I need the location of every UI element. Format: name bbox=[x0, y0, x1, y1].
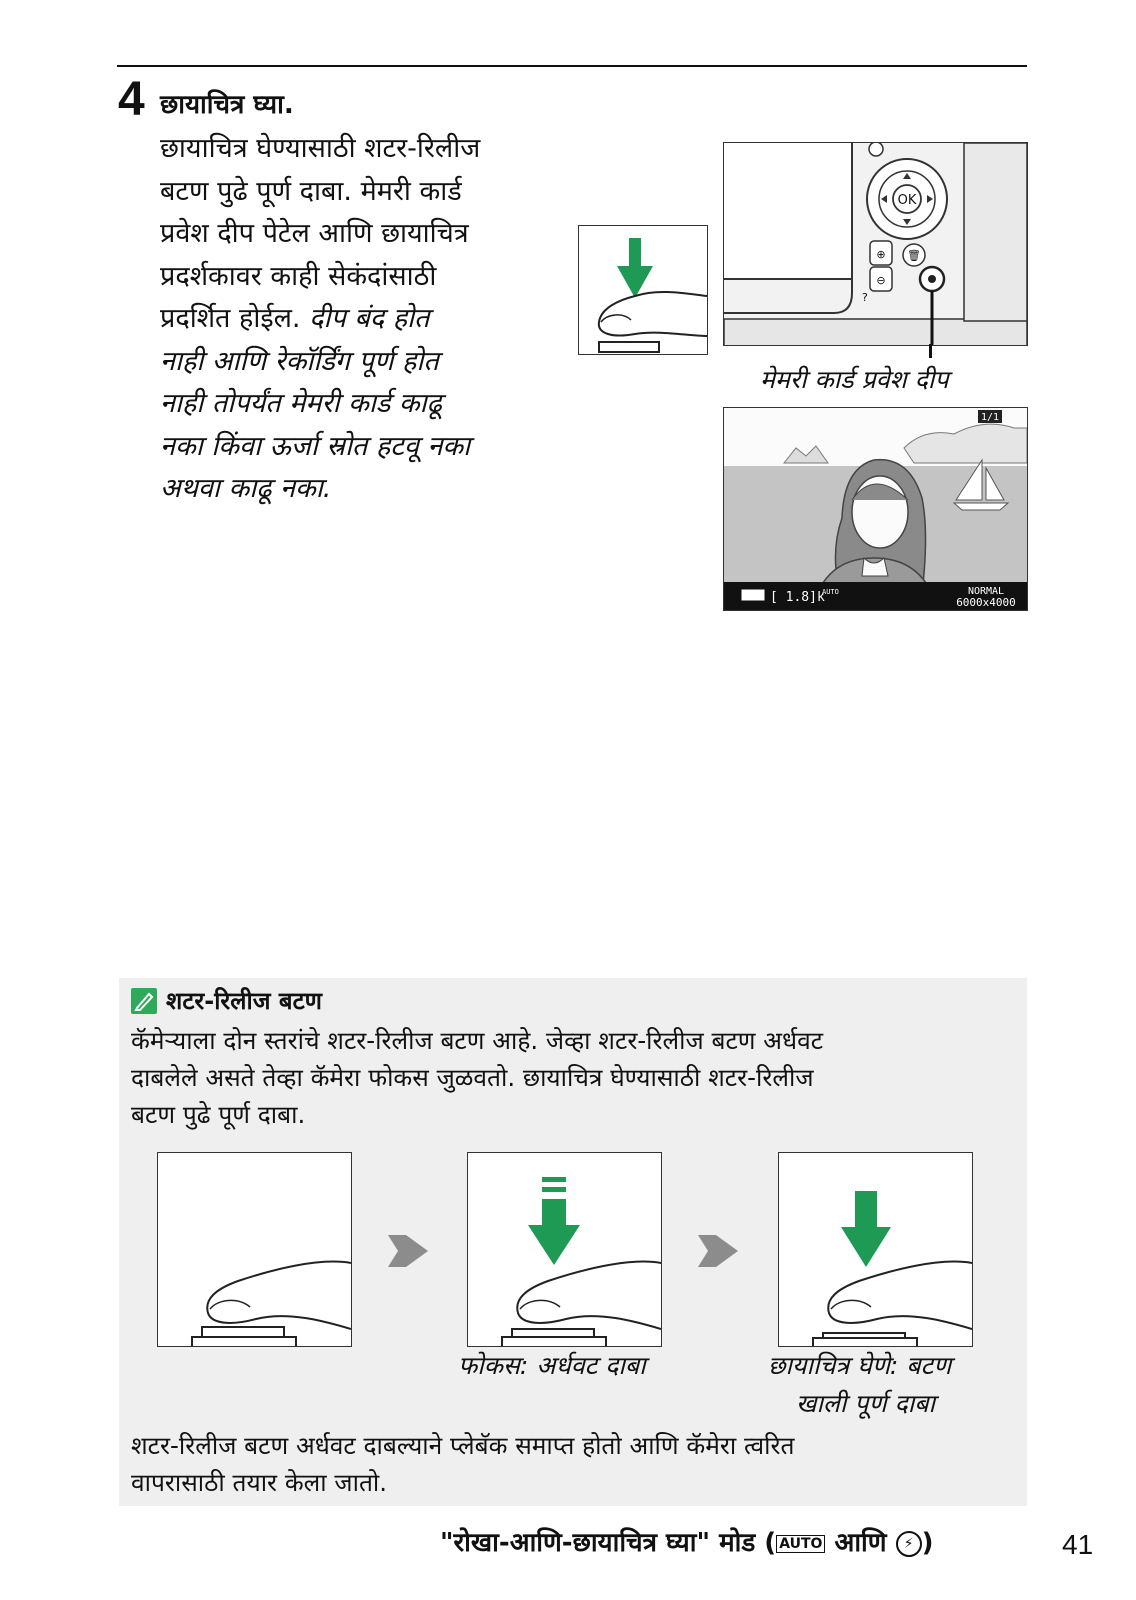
note-footer-text bbox=[131, 1427, 1011, 1501]
svg-text:NORMAL: NORMAL bbox=[967, 586, 1005, 597]
step-warning-line: नाही तोपर्यंत मेमरी कार्ड काढू bbox=[160, 388, 442, 419]
step-line bbox=[160, 298, 580, 341]
caption-focus: फोकस: अर्धवट दाबा bbox=[458, 1351, 646, 1380]
arrow-right-icon bbox=[388, 1225, 432, 1281]
svg-text:⊖: ⊖ bbox=[876, 274, 886, 287]
step-warning-start: दीप बंद होत bbox=[309, 303, 430, 334]
camera-back-illustration bbox=[723, 142, 1028, 346]
step-title: छायाचित्र घ्या. bbox=[160, 90, 294, 120]
step-warning-line: नका किंवा ऊर्जा स्रोत हटवू नका bbox=[160, 430, 471, 462]
note-line: दाबलेले असते तेव्हा कॅमेरा फोकस जुळवतो. छायाचित्र घेण्यासाठी शटर-रिलीज bbox=[131, 1063, 814, 1092]
lcd-playback-illustration bbox=[723, 407, 1028, 611]
down-arrow-icon bbox=[841, 1191, 891, 1267]
press-illustration-top bbox=[578, 225, 708, 355]
step-line: बटण पुढे पूर्ण दाबा. मेमरी कार्ड bbox=[160, 175, 462, 207]
press-stage-rest bbox=[157, 1152, 352, 1347]
footer-section-title bbox=[440, 1525, 934, 1562]
auto-mode-icon: AUTO bbox=[776, 1535, 825, 1553]
lamp-leader-line bbox=[929, 344, 932, 358]
caption-shoot-1: छायाचित्र घेणे: बटण bbox=[768, 1351, 952, 1380]
page-number: 41 bbox=[1062, 1529, 1094, 1560]
down-arrow-icon bbox=[528, 1199, 580, 1265]
arrow-right-icon bbox=[698, 1225, 742, 1281]
camera-caption: मेमरी कार्ड प्रवेश दीप bbox=[760, 365, 949, 394]
step-warning-line: अथवा काढू नका. bbox=[160, 473, 332, 504]
press-stage-full bbox=[778, 1152, 973, 1347]
step-number: 4 bbox=[118, 73, 145, 126]
flash-off-icon: ⚡ bbox=[896, 1531, 922, 1557]
note-line: बटण पुढे पूर्ण दाबा. bbox=[131, 1100, 306, 1129]
note-heading: शटर-रिलीज बटण bbox=[166, 987, 323, 1015]
pencil-note-icon bbox=[131, 988, 157, 1014]
svg-text:1/1: 1/1 bbox=[980, 412, 1000, 423]
svg-text:?: ? bbox=[862, 291, 868, 304]
svg-text:AUTO: AUTO bbox=[822, 588, 839, 596]
svg-text:OK: OK bbox=[897, 193, 917, 208]
step-line: प्रवेश दीप पेटेल आणि छायाचित्र bbox=[160, 218, 469, 249]
battery-icon bbox=[742, 590, 764, 600]
note-line: कॅमेऱ्याला दोन स्तरांचे शटर-रिलीज बटण आहे. जेव्हा शटर-रिलीज बटण अर्धवट bbox=[131, 1026, 824, 1055]
svg-text:⊕: ⊕ bbox=[876, 248, 886, 261]
step-warning-line: नाही आणि रेकॉर्डिंग पूर्ण होत bbox=[160, 345, 439, 377]
step-line: प्रदर्शकावर काही सेकंदांसाठी bbox=[160, 260, 437, 292]
svg-text:🗑: 🗑 bbox=[907, 249, 921, 262]
step-instructions bbox=[160, 128, 580, 511]
note-body bbox=[131, 1022, 1011, 1133]
note-line: शटर-रिलीज बटण अर्धवट दाबल्याने प्लेबॅक समाप्त होतो आणि कॅमेरा त्वरित bbox=[131, 1431, 795, 1460]
note-line: वापरासाठी तयार केला जातो. bbox=[131, 1468, 388, 1497]
footer-title-text: "रोखा-आणि-छायाचित्र घ्या" मोड ( bbox=[440, 1528, 777, 1558]
svg-text:[ 1.8]k: [ 1.8]k bbox=[770, 590, 825, 605]
caption-shoot-2: खाली पूर्ण दाबा bbox=[796, 1389, 936, 1418]
press-stage-half bbox=[467, 1152, 662, 1347]
footer-title-mid: आणि bbox=[825, 1528, 896, 1558]
top-rule bbox=[117, 65, 1027, 67]
svg-text:6000x4000: 6000x4000 bbox=[956, 596, 1016, 609]
step-line: छायाचित्र घेण्यासाठी शटर-रिलीज bbox=[160, 133, 481, 164]
step-line-text: प्रदर्शित होईल. bbox=[160, 303, 301, 334]
footer-title-close: ) bbox=[921, 1528, 934, 1558]
down-arrow-icon bbox=[617, 238, 653, 298]
